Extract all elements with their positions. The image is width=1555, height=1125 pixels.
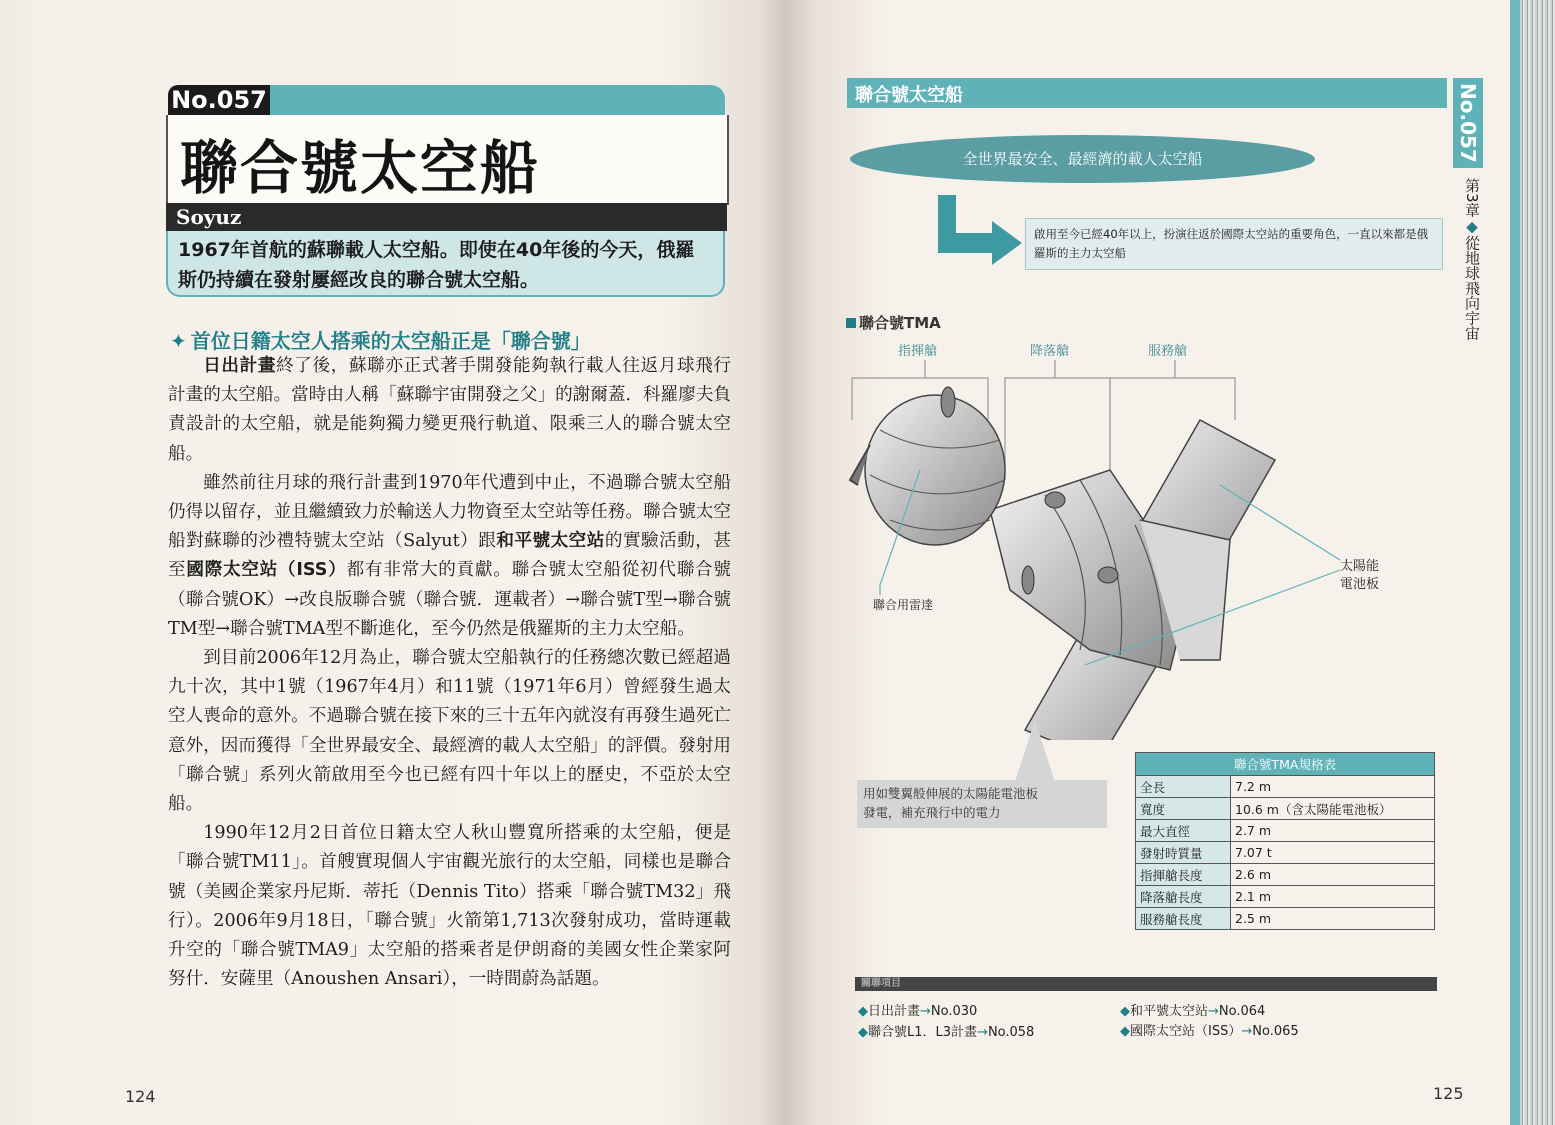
label-radar: 聯合用雷達 <box>873 598 934 612</box>
body-text <box>168 352 731 994</box>
label-command-module: 指揮艙 <box>898 344 938 359</box>
chapter-title: 從地球飛向宇宙 <box>1463 235 1481 341</box>
spec-value: 2.6 m <box>1231 864 1435 886</box>
related-item[interactable]: ◆聯合號L1．L3計畫→No.058 <box>858 1025 1035 1040</box>
paragraph: 到目前2006年12月為止，聯合號太空船執行的任務總次數已經超過九十次，其中1號（1967年4月）和11號（1971年6月）曾經發生過太空人喪命的意外。不過聯合號在接下來的三十五年內就沒有再發生過死亡意外，因而獲得「全世界最安全、最經濟的載人太空船」的評價。發射用「聯合號」系列火箭啟用至今也已經有四十年以上的歷史，不亞於太空船。 <box>168 648 732 815</box>
paragraph: 1990年12月2日首位日籍太空人秋山豐寬所搭乘的太空船，便是「聯合號TM11」。首艘實現個人宇宙觀光旅行的太空船，同樣也是聯合號（美國企業家丹尼斯．蒂托（Dennis Tito）搭乘「聯合號TM32」飛行）。2006年9月18日，「聯合號」火箭第1,713次發射成功，當時運載升空的「聯合號TMA9」太空船的搭乘者是伊朗裔的美國女性企業家阿努什．安薩里（Anoushen Ansari），一時間蔚為話題。 <box>168 823 731 990</box>
spec-value: 10.6 m（含太陽能電池板） <box>1231 798 1435 820</box>
spec-key: 發射時質量 <box>1136 842 1231 864</box>
label-solar-line2: 電池板 <box>1340 577 1380 592</box>
paragraph-text: 終了後，蘇聯亦正式著手開發能夠執行載人往返月球飛行計畫的太空船。當時由人稱「蘇聯宇宙開發之父」的謝爾蓋．科羅廖夫負責設計的太空船，就是能夠獨力變更飛行軌道、限乘三人的聯合號太空船。 <box>168 356 732 464</box>
related-ref: No.030 <box>930 1004 978 1019</box>
bent-arrow-icon <box>930 195 1025 265</box>
description-box: 啟用至今已經40年以上，扮演往返於國際太空站的重要角色，一直以來都是俄羅斯的主力太空船 <box>1025 218 1443 270</box>
related-ref: No.065 <box>1252 1024 1299 1039</box>
section-heading-text: 首位日籍太空人搭乘的太空船正是「聯合號」 <box>190 329 591 353</box>
table-row <box>1136 776 1435 798</box>
square-bullet-icon <box>846 318 856 328</box>
title-box <box>166 115 729 205</box>
table-row <box>1136 820 1435 842</box>
related-item[interactable]: ◆和平號太空站→No.064 <box>1120 1004 1266 1019</box>
diamond-icon: ◆ <box>858 1004 868 1019</box>
bold-term: 和平號太空站 <box>496 531 605 552</box>
label-solar-panel <box>1340 558 1379 594</box>
side-chapter-label <box>1458 178 1482 341</box>
spec-key: 寬度 <box>1136 798 1231 820</box>
right-header-title: 聯合號太空船 <box>855 85 963 106</box>
diagram-heading <box>846 312 941 333</box>
related-name: 國際太空站（ISS） <box>1130 1024 1242 1039</box>
diamond-bullet-icon: ✦ <box>170 329 187 353</box>
related-name: 日出計畫 <box>868 1004 921 1019</box>
page-number-right: 125 <box>1433 1084 1464 1103</box>
related-item[interactable]: ◆日出計畫→No.030 <box>858 1004 978 1019</box>
bold-term: 國際太空站（ISS） <box>186 560 347 581</box>
diamond-icon: ◆ <box>1120 1024 1130 1039</box>
table-row <box>1136 886 1435 908</box>
table-row <box>1136 798 1435 820</box>
page-number-left: 124 <box>125 1087 156 1106</box>
spec-key: 全長 <box>1136 776 1231 798</box>
related-ref: No.058 <box>987 1025 1035 1040</box>
spec-value: 7.07 t <box>1231 842 1435 864</box>
chapter-number: 第3章 <box>1463 178 1481 218</box>
spec-key: 指揮艙長度 <box>1136 864 1231 886</box>
paragraph-text: 雖然前往月球的飛行計畫到1970年代遭到中止，不過聯合號太空船仍得以留存，並且繼續致力於輸送人力物資至太空站等任務。聯合號太空船對蘇聯的沙禮特號太空站（Salyut）跟 <box>168 472 732 552</box>
edge-index-tab <box>1510 0 1520 1125</box>
table-row <box>1136 864 1435 886</box>
label-service-module: 服務艙 <box>1148 344 1188 359</box>
page-title: 聯合號太空船 <box>180 134 541 202</box>
subtitle: Soyuz <box>176 205 242 229</box>
entry-number-tag: No.057 <box>168 85 270 115</box>
diagram-heading-text: 聯合號TMA <box>859 314 941 332</box>
spec-value: 2.5 m <box>1231 908 1435 930</box>
table-row <box>1136 842 1435 864</box>
diamond-icon: ◆ <box>858 1025 868 1040</box>
subtitle-bar <box>166 203 727 231</box>
related-name: 和平號太空站 <box>1130 1004 1209 1019</box>
spec-value: 2.1 m <box>1231 886 1435 908</box>
related-items-bar <box>855 977 1437 991</box>
header-band <box>270 85 725 115</box>
paragraph-text: 都有非常大的貢獻。聯合號太空船從初代聯合號（聯合號OK）→改良版聯合號（聯合號．運載者）→聯合號T型→聯合號TM型→聯合號TMA型不斷進化，至今仍然是俄羅斯的主力太空船。 <box>168 560 731 639</box>
table-row <box>1136 908 1435 930</box>
side-number-tab: No.057 <box>1453 78 1483 168</box>
diamond-icon: ◆ <box>1463 217 1481 236</box>
section-heading <box>170 325 591 354</box>
spec-table-title: 聯合號TMA規格表 <box>1136 753 1435 776</box>
diamond-icon: ◆ <box>1120 1004 1130 1019</box>
paragraph <box>168 469 731 644</box>
related-item[interactable]: ◆國際太空站（ISS）→No.065 <box>1120 1024 1299 1039</box>
callout-line1: 用如雙翼般伸展的太陽能電池板 <box>863 786 1039 801</box>
spec-key: 降落艙長度 <box>1136 886 1231 908</box>
related-items-label: 關聯項目 <box>861 978 901 989</box>
callout-pointer-icon <box>1005 720 1065 782</box>
spec-key: 最大直徑 <box>1136 820 1231 842</box>
related-ref: No.064 <box>1218 1004 1266 1019</box>
spec-table <box>1135 752 1435 930</box>
spec-value: 7.2 m <box>1231 776 1435 798</box>
callout-line2: 發電，補充飛行中的電力 <box>863 805 1001 820</box>
label-descent-module: 降落艙 <box>1030 344 1070 359</box>
paragraph-text: 的實驗活動，甚至 <box>168 531 731 581</box>
related-name: 聯合號L1．L3計畫 <box>868 1025 978 1040</box>
lead-summary: 1967年首航的蘇聯載人太空船。即使在40年後的今天，俄羅斯仍持續在發射屢經改良的聯合號太空船。 <box>166 231 725 297</box>
label-solar-line1: 太陽能 <box>1340 559 1380 574</box>
summary-ellipse: 全世界最安全、最經濟的載人太空船 <box>850 135 1315 183</box>
spec-key: 服務艙長度 <box>1136 908 1231 930</box>
soyuz-diagram <box>840 360 1400 740</box>
right-header-band <box>847 78 1447 108</box>
bold-term: 日出計畫 <box>203 356 277 376</box>
solar-callout <box>857 780 1107 828</box>
spec-value: 2.7 m <box>1231 820 1435 842</box>
paragraph <box>168 352 731 469</box>
